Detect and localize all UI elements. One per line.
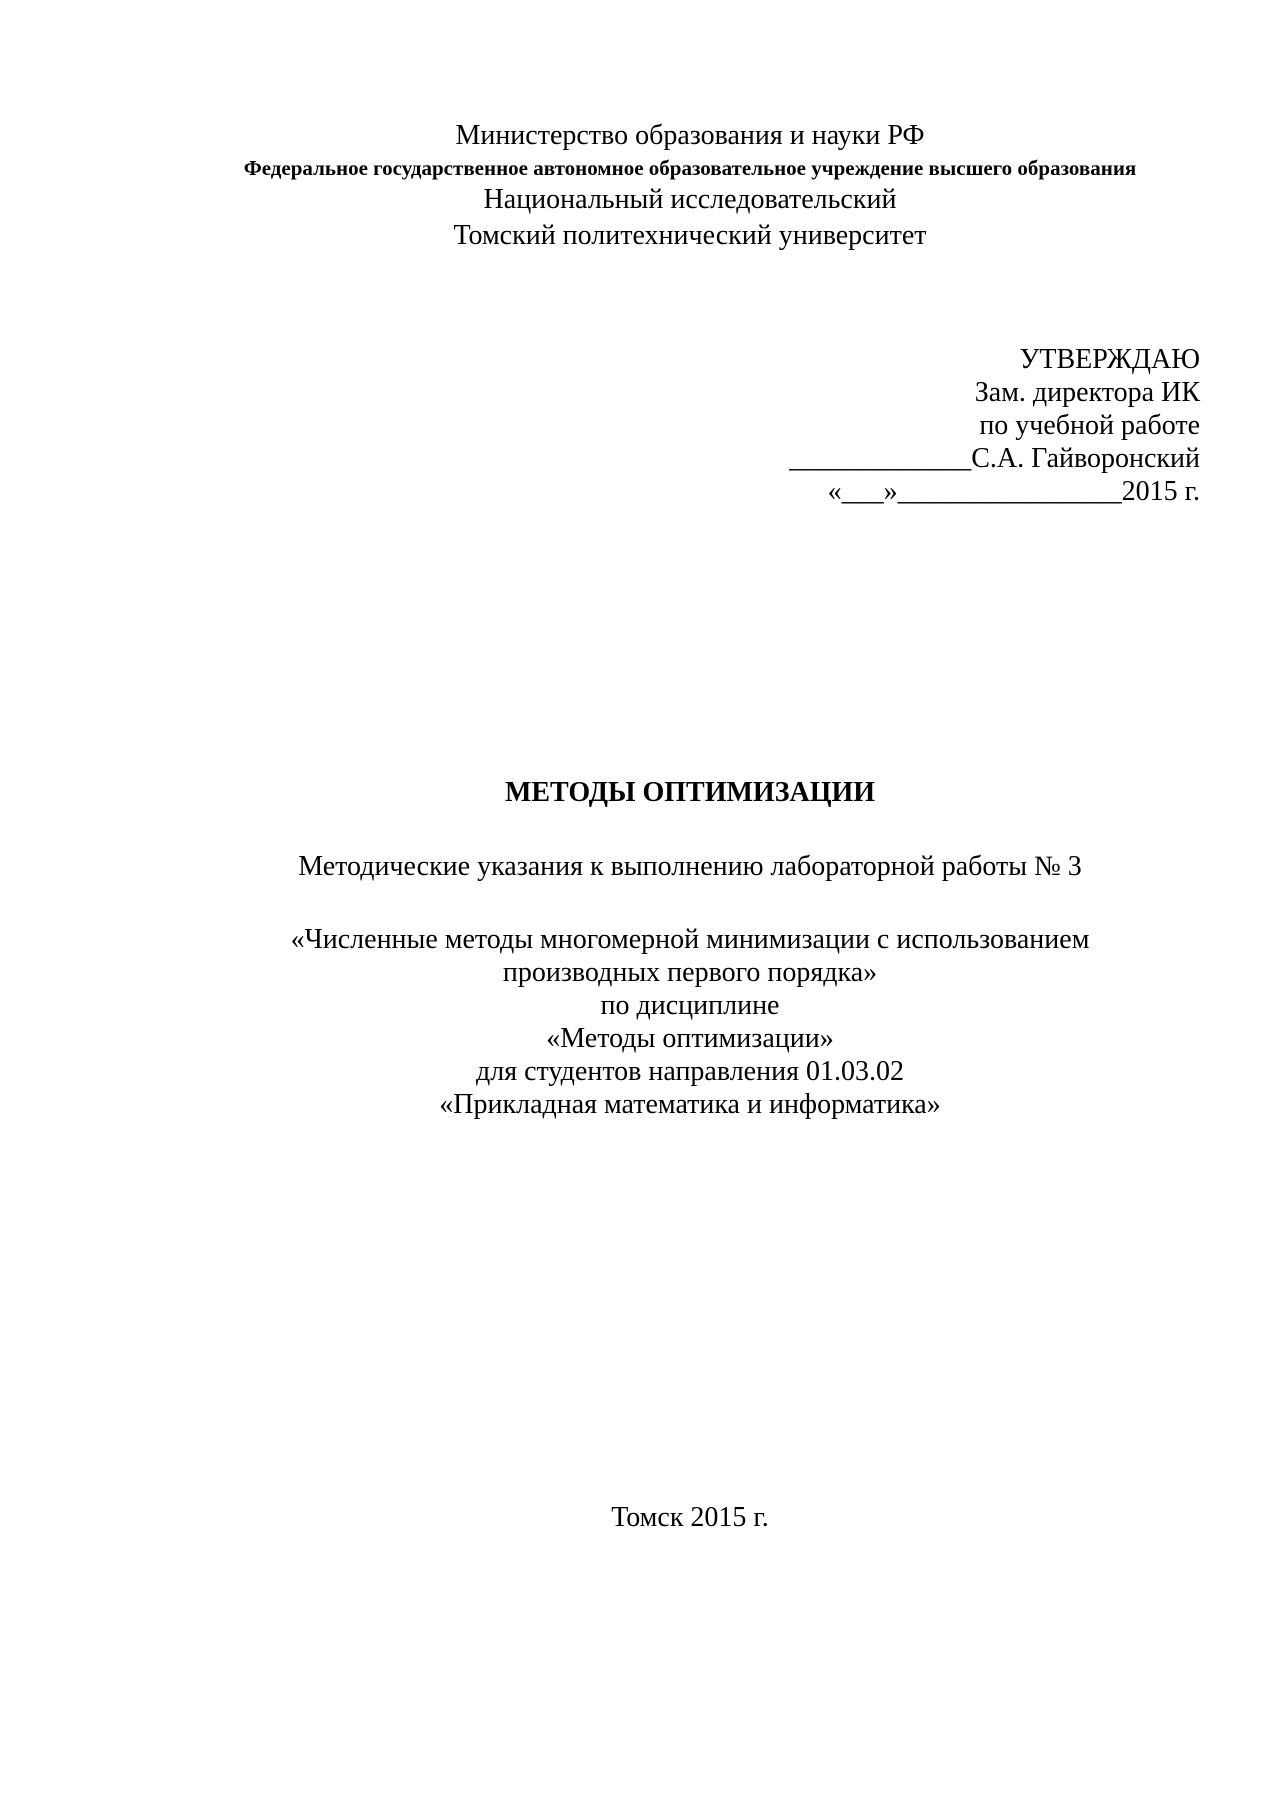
topic-line-2: производных первого порядка» <box>502 957 878 988</box>
discipline-prefix: по дисциплине <box>600 990 780 1021</box>
students-line: для студентов направления 01.03.02 <box>476 1056 904 1087</box>
topic-line-1: «Численные методы многомерной минимизации с использованием <box>290 924 1090 955</box>
approval-heading: УТВЕРЖДАЮ <box>1019 344 1200 375</box>
document-subtitle: Методические указания к выполнению лабораторной работы № 3 <box>298 851 1082 882</box>
program-name: «Прикладная математика и информатика» <box>439 1089 941 1120</box>
header-block <box>200 118 1180 254</box>
university-line-1: Национальный исследовательский <box>483 184 897 215</box>
institution-type: Федеральное государственное автономное образовательное учреждение высшего образования <box>243 156 1137 180</box>
description-block <box>200 923 1180 1121</box>
ministry-name: Министерство образования и науки РФ <box>455 120 925 151</box>
discipline-name: «Методы оптимизации» <box>546 1023 834 1054</box>
document-title: МЕТОДЫ ОПТИМИЗАЦИИ <box>504 777 876 808</box>
title-block <box>200 775 1180 1121</box>
date-line: «___»________________2015 г. <box>827 476 1200 507</box>
approver-position-line-2: по учебной работе <box>979 410 1200 441</box>
approver-position-line-1: Зам. директора ИК <box>974 377 1200 408</box>
signature-line: _____________С.А. Гайворонский <box>789 443 1200 474</box>
approval-block <box>640 343 1200 508</box>
university-line-2: Томский политехнический университет <box>453 220 927 251</box>
footer-city-year: Томск 2015 г. <box>611 1502 769 1533</box>
